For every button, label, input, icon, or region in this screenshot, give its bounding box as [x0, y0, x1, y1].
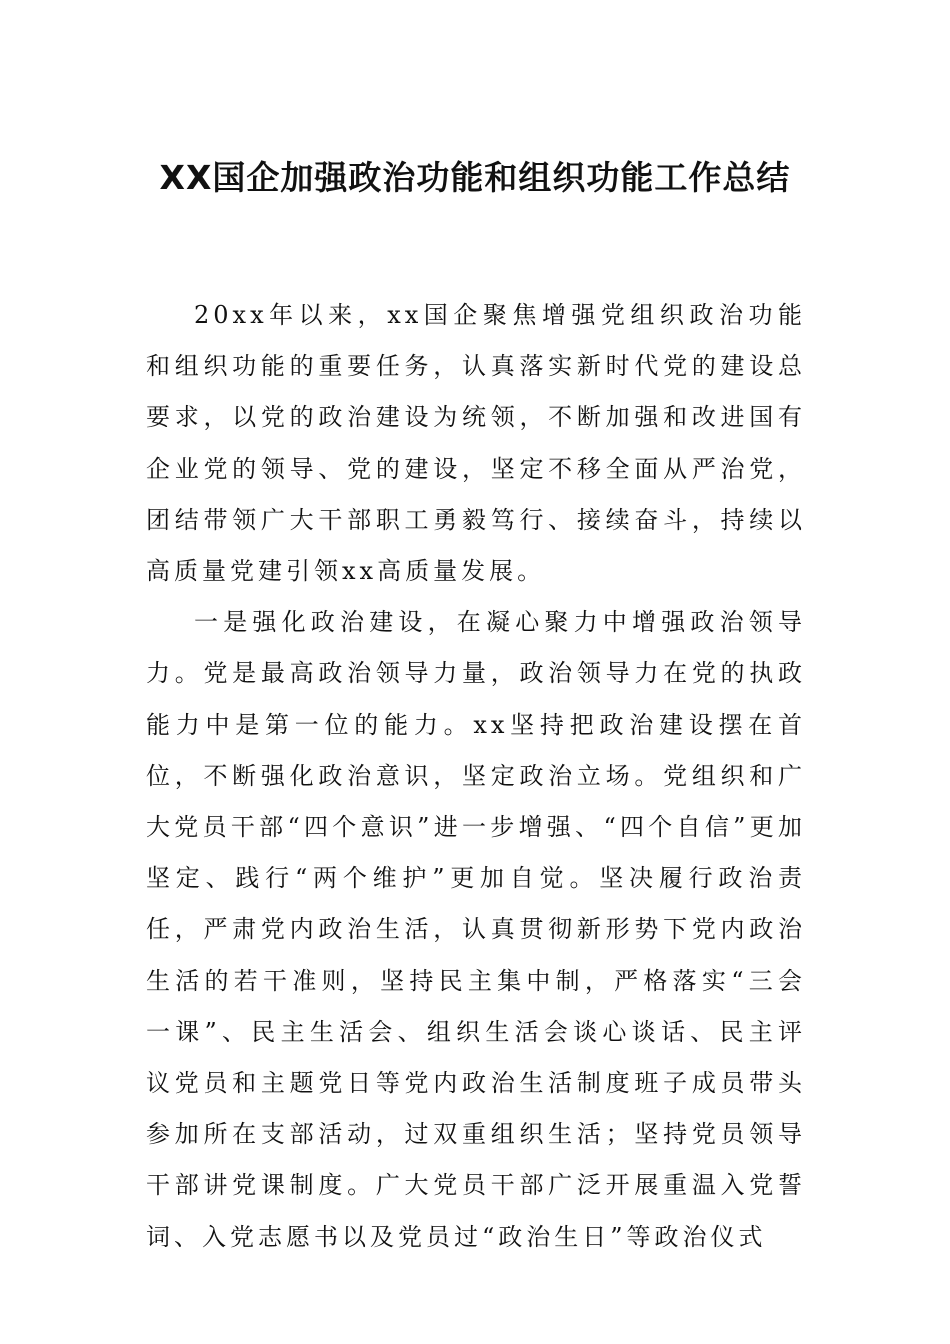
- document-title: XX国企加强政治功能和组织功能工作总结: [159, 158, 791, 197]
- paragraph-political-building: 一是强化政治建设，在凝心聚力中增强政治领导力。党是最高政治领导力量，政治领导力在党的执政能力中是第一位的能力。xx坚持把政治建设摆在首位，不断强化政治意识，坚定政治立场。党组织和广大党员干部“四个意识”进一步增强、“四个自信”更加坚定、践行“两个维护”更加自觉。坚决履行政治责任，严肃党内政治生活，认真贯彻新形势下党内政治生活的若干准则，坚持民主集中制，严格落实“三会一课”、民主生活会、组织生活会谈心谈话、民主评议党员和主题党日等党内政治生活制度班子成员带头参加所在支部活动，过双重组织生活；坚持党员领导干部讲党课制度。广大党员干部广泛开展重温入党誓词、入党志愿书以及党员过“政治生日”等政治仪式: [146, 608, 806, 1251]
- document-body: [146, 290, 806, 1263]
- paragraph-intro: 20xx年以来，xx国企聚焦增强党组织政治功能和组织功能的重要任务，认真落实新时代党的建设总要求，以党的政治建设为统领，不断加强和改进国有企业党的领导、党的建设，坚定不移全面从严治党，团结带领广大干部职工勇毅笃行、接续奋斗，持续以高质量党建引领xx高质量发展。: [146, 301, 806, 586]
